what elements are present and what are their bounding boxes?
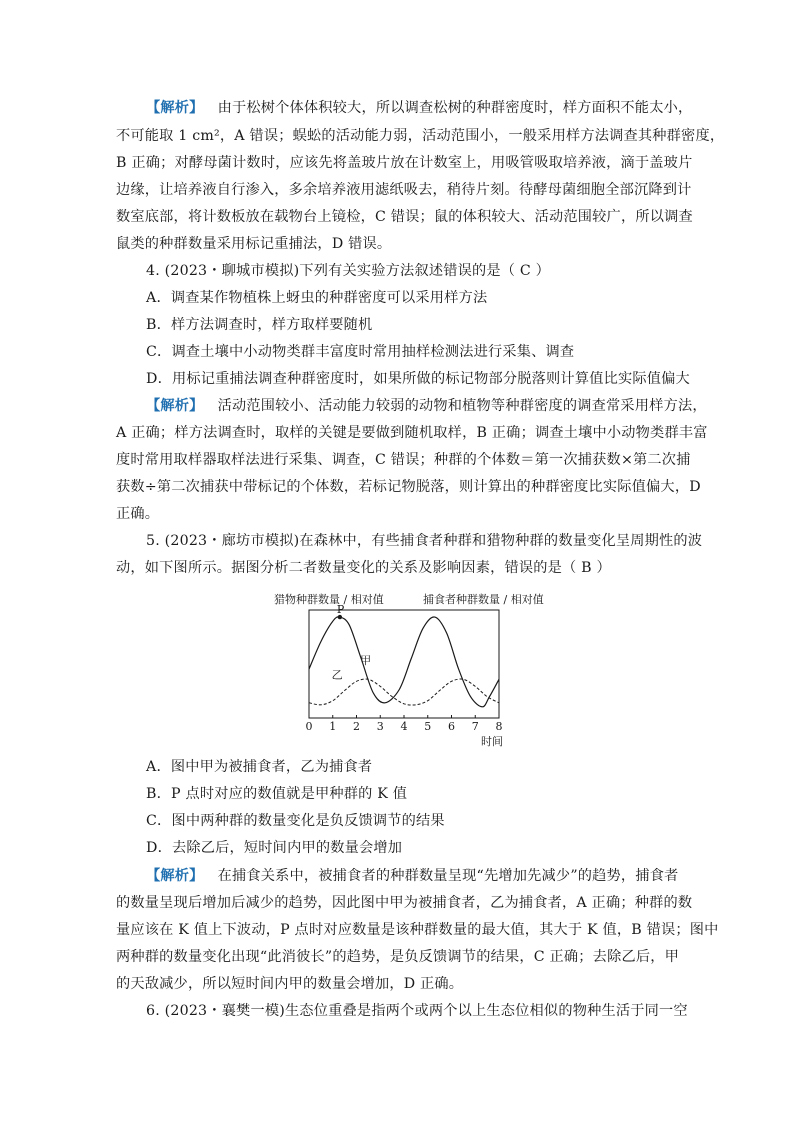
analysis-line: 度时常用取样器取样法进行采集、调查，C 错误；种群的个体数＝第一次捕获数×第二次捕 [116,452,691,468]
chart-svg [268,590,544,750]
x-axis-label: 时间 [481,735,503,748]
analysis-line: 两种群的数量变化出现“此消彼长”的趋势，是负反馈调节的结果，C 正确；去除乙后，甲 [116,949,680,965]
analysis-text: 由于松树个体体积较大，所以调查松树的种群密度时，样方面积不能太小， [217,100,693,116]
question-5-option-b: B．P 点时对应的数值就是甲种群的 K 值 [146,786,408,802]
question-5-option-d: D．去除乙后，短时间内甲的数量会增加 [146,840,403,856]
analysis-tag: 【解析】 [146,100,204,116]
analysis-line [146,866,678,886]
analysis-line: 量应该在 K 值上下波动，P 点时对应数量是该种群数量的最大值，其大于 K 值，B 错误；图中 [116,922,719,938]
analysis-line: 鼠类的种群数量采用标记重捕法，D 错误。 [116,236,392,252]
y-axis-label-right: 捕食者种群数量 / 相对值 [423,593,544,606]
analysis-line: 获数÷第二次捕获中带标记的个体数，若标记物脱落，则计算出的种群密度比实际值偏大，D [116,479,701,495]
analysis-line: 正确。 [116,506,160,522]
analysis-text: 活动范围较小、活动能力较弱的动物和植物等种群密度的调查常采用样方法， [217,398,707,414]
question-4-option-d: D．用标记重捕法调查种群密度时，如果所做的标记物部分脱落则计算值比实际值偏大 [146,371,690,387]
question-4-option-c: C．调查土壤中小动物类群丰富度时常用抽样检测法进行采集、调查 [146,344,575,360]
plot-frame [309,610,499,718]
series-jia-line [309,617,499,707]
question-5-option-a: A．图中甲为被捕食者，乙为捕食者 [146,759,373,775]
analysis-line: 的天敌减少，所以短时间内甲的数量会增加，D 正确。 [116,976,464,992]
question-6-stem: 6. (2023・襄樊一模)生态位重叠是指两个或两个以上生态位相似的物种生活于同一空 [146,1003,688,1019]
analysis-line [146,396,707,416]
x-tick-label: 3 [376,720,384,733]
x-tick-label: 2 [353,720,360,733]
question-4-stem: 4. (2023・聊城市模拟)下列有关实验方法叙述错误的是（ C ） [146,263,551,279]
predator-prey-chart [268,590,544,750]
question-5-stem-cont: 动，如下图所示。据图分析二者数量变化的关系及影响因素，错误的是（ B ） [116,560,611,576]
analysis-text: 在捕食关系中，被捕食者的种群数量呈现“先增加先减少”的趋势，捕食者 [217,868,679,884]
series-jia-label: 甲 [360,654,372,667]
question-5-option-c: C．图中两种群的数量变化是负反馈调节的结果 [146,813,445,829]
series-yi-line [309,679,499,705]
analysis-line: 不可能取 1 cm²，A 错误；蜈蚣的活动能力弱，活动范围小，一般采用样方法调查其种群密度， [116,128,725,144]
peak-label: P [336,603,345,617]
y-axis-label-left: 猎物种群数量 / 相对值 [274,593,384,606]
analysis-line [146,98,692,118]
analysis-line: 边缘，让培养液自行渗入，多余培养液用滤纸吸去，稍待片刻。待酵母菌细胞全部沉降到计 [116,182,692,198]
x-tick-label: 8 [495,720,503,733]
series-yi-label: 乙 [331,668,343,682]
analysis-tag: 【解析】 [146,398,204,414]
x-tick-label: 4 [400,720,408,733]
x-tick-label: 0 [305,720,313,733]
question-4-option-b: B．样方法调查时，样方取样要随机 [146,317,373,333]
question-4-option-a: A．调查某作物植株上蚜虫的种群密度可以采用样方法 [146,290,488,306]
analysis-line: 的数量呈现后增加后减少的趋势，因此图中甲为被捕食者，乙为捕食者，A 正确；种群的数 [116,895,693,911]
x-tick-label: 5 [424,720,432,733]
analysis-tag: 【解析】 [146,868,204,884]
x-tick-label: 6 [448,720,455,733]
x-tick-label: 7 [471,720,479,733]
x-tick-label: 1 [329,720,337,733]
analysis-line: 数室底部，将计数板放在载物台上镜检，C 错误；鼠的体积较大、活动范围较广，所以调查 [116,209,693,225]
analysis-line: A 正确；样方法调查时，取样的关键是要做到随机取样，B 正确；调查土壤中小动物类群丰富 [116,425,708,441]
analysis-line: B 正确；对酵母菌计数时，应该先将盖玻片放在计数室上，用吸管吸取培养液，滴于盖玻片 [116,155,693,171]
question-5-stem: 5. (2023・廊坊市模拟)在森林中，有些捕食者种群和猎物种群的数量变化呈周期性的波 [146,533,703,549]
